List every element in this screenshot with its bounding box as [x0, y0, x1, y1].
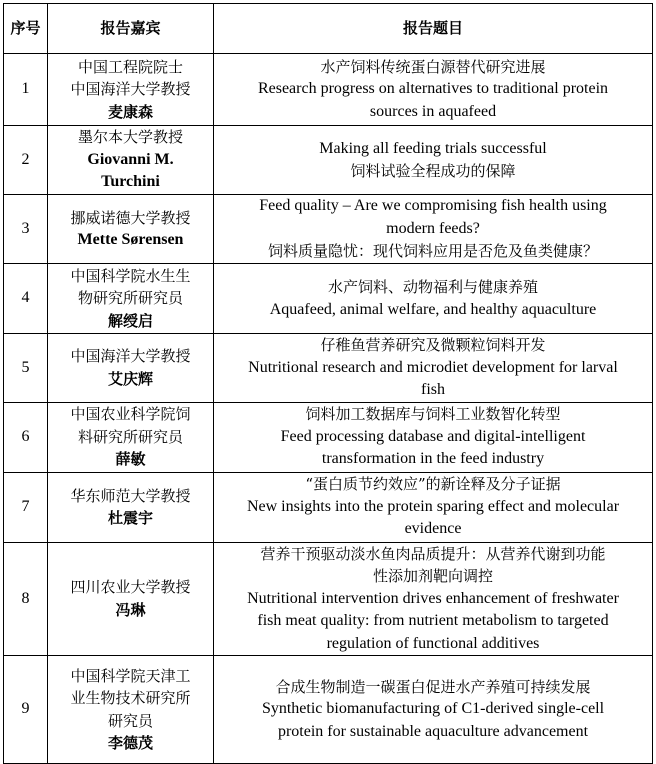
- row-number: 7: [4, 472, 48, 542]
- speaker-affiliation: 中国科学院水生生: [70, 266, 191, 285]
- report-title-zh: 水产饲料、动物福利与健康养殖: [327, 278, 538, 296]
- header-speaker: 报告嘉宾: [48, 4, 214, 54]
- report-title-en: protein for sustainable aquaculture advancement: [277, 722, 589, 740]
- report-title-zh: 饲料试验全程成功的保障: [350, 162, 516, 180]
- report-title-en: Research progress on alternatives to traditional protein: [257, 80, 609, 98]
- speaker-name: 艾庆辉: [107, 369, 153, 388]
- speaker-affiliation: 料研究所研究员: [77, 427, 183, 446]
- report-title-zh: 性添加剂靶向调控: [372, 567, 493, 585]
- header-title: 报告题目: [214, 4, 653, 54]
- speaker-cell: [48, 264, 214, 334]
- report-title-en: regulation of functional additives: [326, 634, 540, 652]
- speaker-affiliation: 华东师范大学教授: [70, 486, 191, 505]
- report-title-en: Aquafeed, animal welfare, and healthy aquaculture: [269, 300, 597, 318]
- speaker-cell: [48, 126, 214, 195]
- table-row: [4, 334, 653, 403]
- speaker-cell: [48, 195, 214, 264]
- report-title-en: transformation in the feed industry: [321, 450, 545, 468]
- report-title-en: Nutritional research and microdiet development for larval: [248, 358, 618, 376]
- table-row: [4, 54, 653, 126]
- speaker-name: Giovanni M.: [87, 150, 174, 168]
- table-body: [4, 54, 653, 764]
- report-title-cell: [214, 195, 653, 264]
- speaker-name: Turchini: [101, 173, 160, 191]
- report-title-cell: [214, 542, 653, 656]
- report-title-en: Nutritional intervention drives enhancement of freshwater: [247, 589, 619, 607]
- report-title-cell: [214, 264, 653, 334]
- speaker-name: 杜震宇: [107, 509, 153, 527]
- speaker-affiliation: 挪威诺德大学教授: [70, 208, 191, 227]
- speaker-affiliation: 中国工程院院士: [77, 57, 183, 76]
- report-title-en: New insights into the protein sparing effect and molecular: [246, 497, 620, 515]
- table-row: [4, 656, 653, 764]
- speaker-name: 麦康森: [107, 102, 153, 121]
- speaker-affiliation: 四川农业大学教授: [70, 578, 191, 597]
- speaker-affiliation: 中国科学院天津工: [70, 666, 191, 685]
- report-title-zh: 饲料加工数据库与饲料工业数智化转型: [305, 405, 561, 424]
- row-number: 1: [4, 54, 48, 126]
- speaker-cell: [48, 542, 214, 656]
- report-title-en: sources in aquafeed: [369, 102, 497, 120]
- report-title-en: fish meat quality: from nutrient metabolism to targeted: [257, 612, 609, 629]
- header-row: [4, 4, 653, 54]
- speaker-cell: [48, 334, 214, 403]
- speaker-cell: [48, 656, 214, 764]
- report-title-zh: 饲料质量隐忧：现代饲料应用是否危及鱼类健康？: [267, 242, 598, 261]
- speaker-affiliation: 中国海洋大学教授: [70, 347, 191, 366]
- report-title-zh: 水产饲料传统蛋白源替代研究进展: [320, 57, 546, 76]
- report-title-en: Feed processing database and digital-intelligent: [280, 427, 586, 445]
- report-title-en: Making all feeding trials successful: [319, 139, 547, 157]
- report-title-en: modern feeds?: [386, 219, 480, 237]
- report-title-zh: 合成生物制造一碳蛋白促进水产养殖可持续发展: [275, 677, 591, 696]
- row-number: 4: [4, 264, 48, 334]
- report-title-cell: [214, 472, 653, 542]
- row-number: 2: [4, 126, 48, 195]
- table-row: [4, 472, 653, 542]
- report-title-zh: 仔稚鱼营养研究及微颗粒饲料开发: [320, 336, 546, 354]
- report-title-cell: [214, 334, 653, 403]
- speaker-cell: [48, 402, 214, 472]
- speaker-affiliation: 墨尔本大学教授: [77, 128, 183, 147]
- report-title-cell: [214, 402, 653, 472]
- speaker-name: Mette Sørensen: [77, 231, 184, 248]
- row-number: 3: [4, 195, 48, 264]
- report-title-en: evidence: [404, 520, 462, 538]
- report-title-en: Feed quality – Are we compromising fish health using: [259, 197, 607, 215]
- table-row: [4, 542, 653, 656]
- row-number: 6: [4, 402, 48, 472]
- report-title-cell: [214, 54, 653, 126]
- row-number: 9: [4, 656, 48, 764]
- report-title-cell: [214, 126, 653, 195]
- row-number: 5: [4, 334, 48, 403]
- table-row: [4, 126, 653, 195]
- table-row: [4, 402, 653, 472]
- report-title-en: Synthetic biomanufacturing of C1-derived single-cell: [261, 700, 605, 718]
- speaker-name: 解绶启: [107, 311, 153, 330]
- table-row: [4, 264, 653, 334]
- speaker-affiliation: 研究员: [107, 711, 153, 730]
- speaker-cell: [48, 54, 214, 126]
- report-title-en: fish: [421, 381, 445, 398]
- speaker-name: 李德茂: [107, 734, 153, 752]
- speaker-affiliation: 物研究所研究员: [77, 289, 183, 308]
- report-title-zh: “蛋白质节约效应”的新诠释及分子证据: [305, 475, 561, 494]
- speaker-affiliation: 中国海洋大学教授: [70, 80, 191, 99]
- speaker-cell: [48, 472, 214, 542]
- speaker-name: 薛敏: [115, 450, 146, 469]
- speaker-affiliation: 业生物技术研究所: [70, 689, 191, 707]
- program-table: [3, 3, 653, 764]
- speaker-name: 冯琳: [115, 600, 146, 619]
- report-title-cell: [214, 656, 653, 764]
- header-no: 序号: [4, 4, 48, 54]
- row-number: 8: [4, 542, 48, 656]
- table-row: [4, 195, 653, 264]
- report-title-zh: 营养干预驱动淡水鱼肉品质提升：从营养代谢到功能: [260, 544, 606, 563]
- speaker-affiliation: 中国农业科学院饲: [70, 405, 191, 424]
